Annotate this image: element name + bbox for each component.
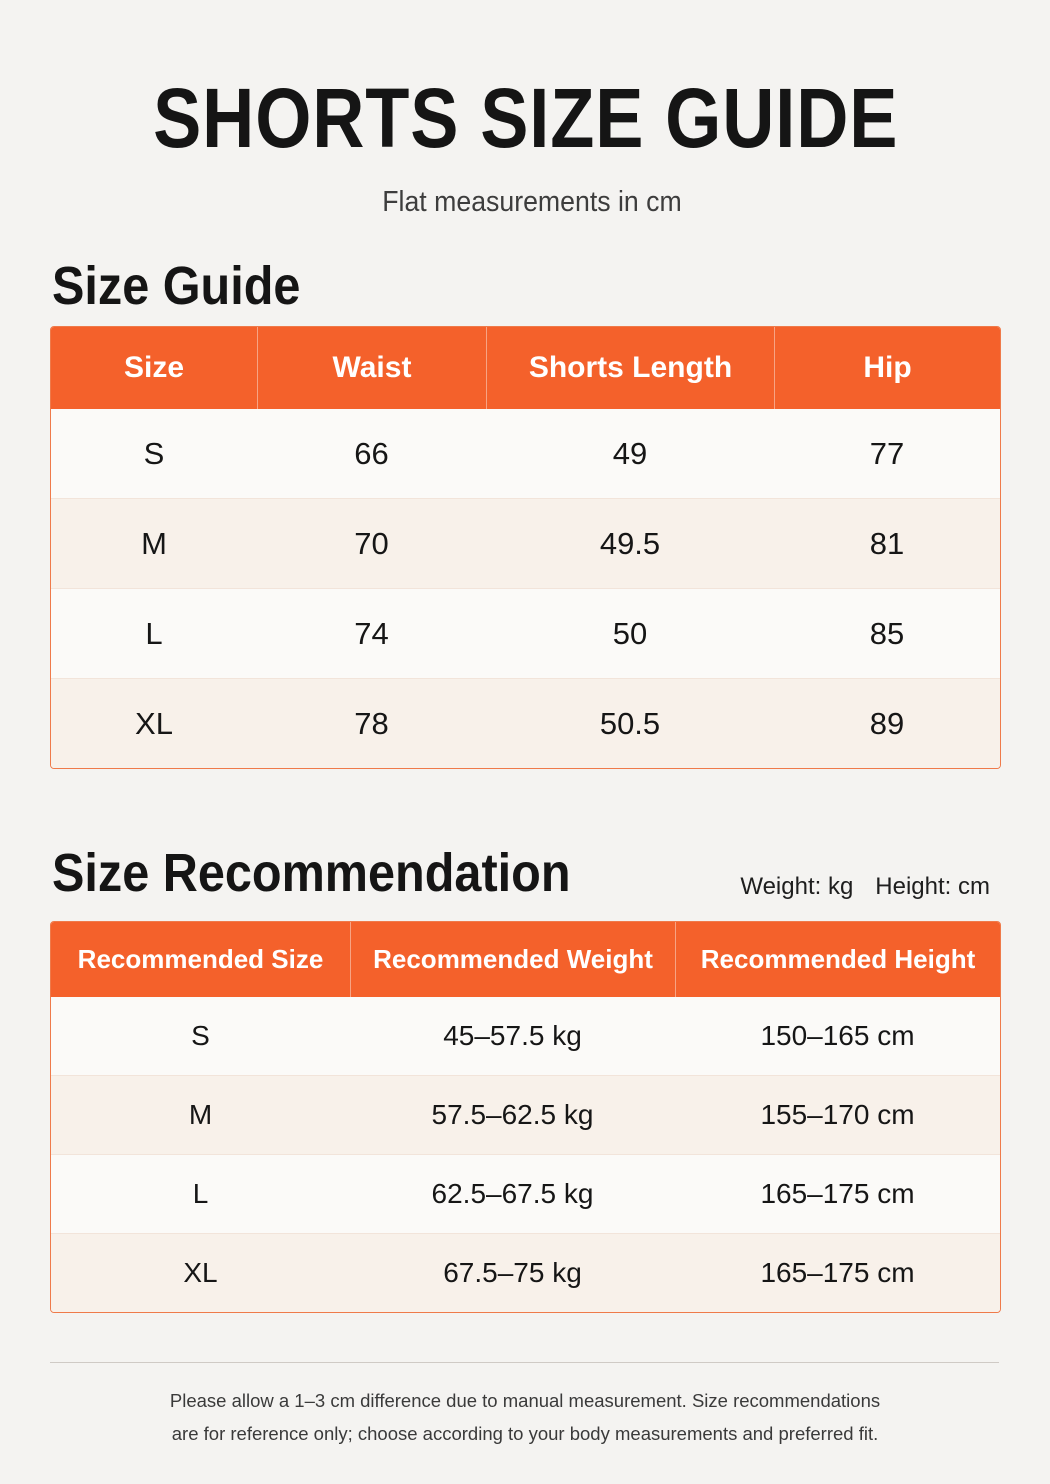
cell-recommended-weight: 57.5–62.5 kg [350,1075,675,1154]
footer-note [60,1384,990,1450]
cell-recommended-height: 165–175 cm [675,1154,1000,1233]
table-header-row [51,922,1000,997]
column-header-shorts-length: Shorts Length [486,327,774,409]
height-unit-label: Height: cm [875,873,990,900]
footer-divider [50,1362,999,1363]
table-row [51,1154,1000,1233]
cell-recommended-height: 150–165 cm [675,997,1000,1075]
column-header-recommended-height: Recommended Height [675,922,1000,997]
cell-waist: 66 [257,409,486,498]
table-row [51,1075,1000,1154]
cell-recommended-size: L [51,1154,350,1233]
page-title: SHORTS SIZE GUIDE [153,71,899,165]
cell-size: L [51,588,257,678]
cell-recommended-weight: 67.5–75 kg [350,1233,675,1312]
cell-shorts-length: 49.5 [486,498,774,588]
size-guide-heading: Size Guide [52,256,301,316]
column-header-recommended-weight: Recommended Weight [350,922,675,997]
size-recommendation-heading: Size Recommendation [52,843,571,903]
cell-hip: 85 [774,588,1000,678]
cell-waist: 74 [257,588,486,678]
weight-unit-label: Weight: kg [740,873,854,900]
table-row [51,409,1000,498]
cell-shorts-length: 49 [486,409,774,498]
size-recommendation-table [50,921,1001,1313]
cell-recommended-weight: 45–57.5 kg [350,997,675,1075]
cell-size: XL [51,678,257,768]
page-subtitle: Flat measurements in cm [382,186,682,218]
cell-recommended-height: 165–175 cm [675,1233,1000,1312]
cell-recommended-weight: 62.5–67.5 kg [350,1154,675,1233]
cell-hip: 81 [774,498,1000,588]
cell-shorts-length: 50 [486,588,774,678]
table-header-row [51,327,1000,409]
footer-note-line: are for reference only; choose according to your body measurements and preferred fit. [171,1423,879,1444]
cell-size: S [51,409,257,498]
column-header-waist: Waist [257,327,486,409]
cell-size: M [51,498,257,588]
footer-note-line: Please allow a 1–3 cm difference due to manual measurement. Size recommendations [169,1390,881,1411]
column-header-size: Size [51,327,257,409]
table-row [51,678,1000,768]
column-header-recommended-size: Recommended Size [51,922,350,997]
size-guide-table [50,326,1001,769]
unit-legend [740,872,990,902]
table-row [51,1233,1000,1312]
column-header-hip: Hip [774,327,1000,409]
cell-recommended-height: 155–170 cm [675,1075,1000,1154]
cell-hip: 77 [774,409,1000,498]
cell-recommended-size: M [51,1075,350,1154]
table-row [51,498,1000,588]
cell-hip: 89 [774,678,1000,768]
table-row [51,588,1000,678]
cell-shorts-length: 50.5 [486,678,774,768]
cell-waist: 78 [257,678,486,768]
cell-waist: 70 [257,498,486,588]
cell-recommended-size: XL [51,1233,350,1312]
cell-recommended-size: S [51,997,350,1075]
table-row [51,997,1000,1075]
